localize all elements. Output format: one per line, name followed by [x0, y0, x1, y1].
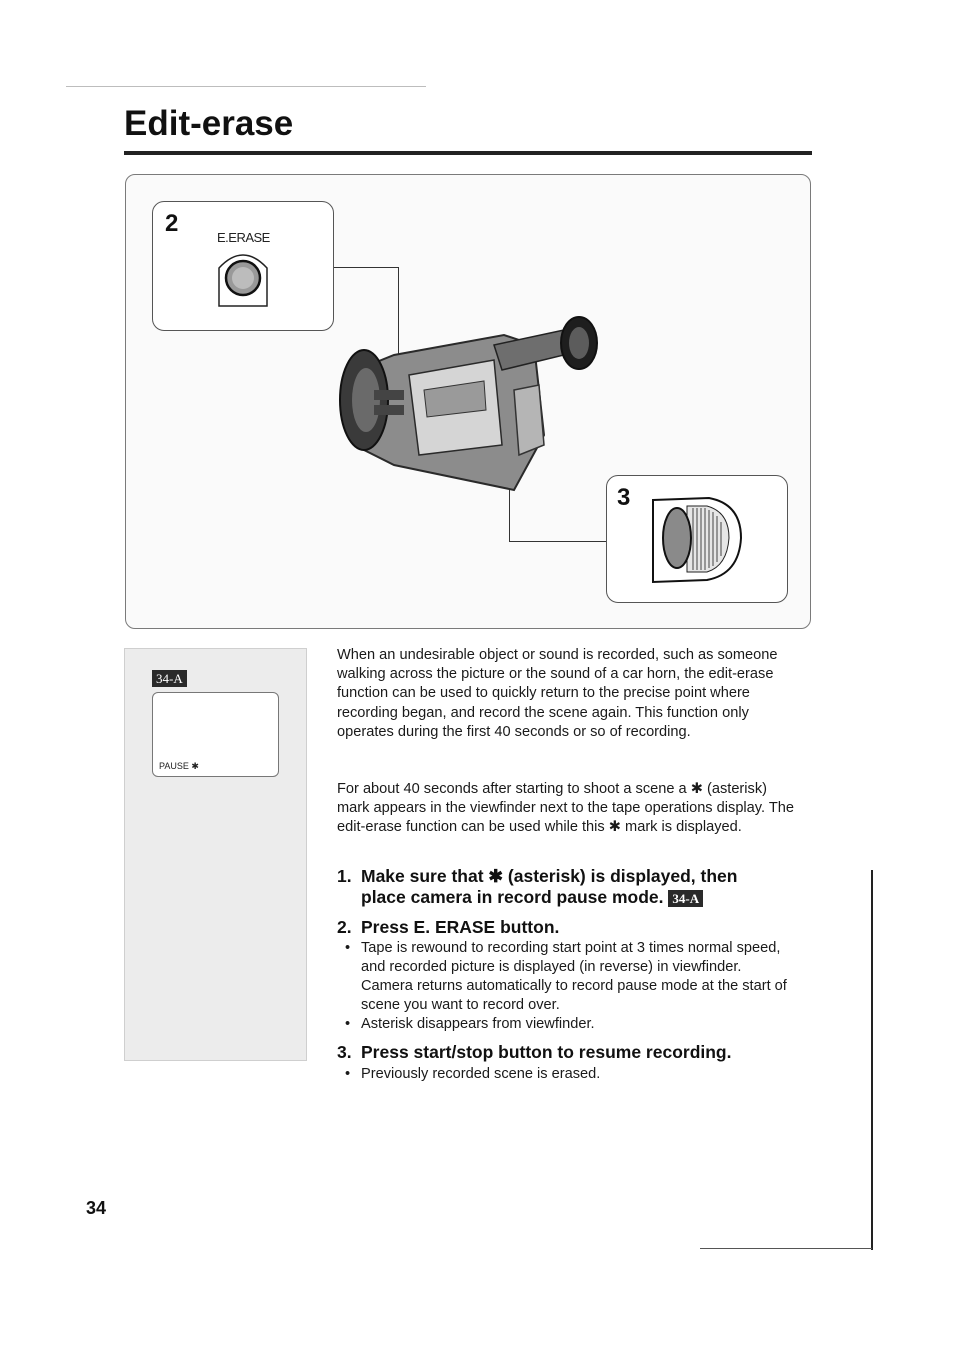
step-heading: Press start/stop button to resume recording. — [361, 1042, 732, 1062]
viewfinder-status: PAUSE ✱ — [159, 761, 199, 771]
leader-line — [334, 267, 399, 268]
leader-line — [509, 541, 606, 542]
step-heading-line-2: place camera in record pause mode. — [361, 887, 664, 907]
callout-eerase — [152, 201, 334, 331]
intro-paragraph-1: When an undesirable object or sound is recorded, such as someone walking across the picture or the sound of a car horn, the edit-erase function can be used to quickly return to the precise point where recording began, and record the scene again. This function only operates during the first 40 seconds or so of recording. — [337, 647, 778, 740]
step-3 — [337, 1042, 807, 1063]
step-heading-line-1: Make sure that ✱ (asterisk) is displayed, then — [361, 866, 738, 886]
start-stop-button-icon — [649, 494, 745, 586]
bottom-rule — [700, 1248, 872, 1249]
step-3-bullets — [345, 1065, 790, 1084]
figure-badge: 34-A — [152, 670, 187, 687]
illustration-panel — [125, 174, 811, 629]
eerase-label: E.ERASE — [217, 230, 270, 245]
viewfinder-panel — [124, 648, 307, 1061]
step-1 — [337, 866, 807, 908]
margin-rule — [871, 870, 873, 1250]
figure-badge: 34-A — [668, 890, 703, 907]
camcorder-icon — [334, 305, 604, 495]
viewfinder-screen — [152, 692, 279, 777]
list-item: • Tape is rewound to recording start point at 3 times normal speed, and recorded picture is displayed (in reverse) in viewfinder. Camera returns automatically to record pause mode at the start of scene you want to record over. — [345, 939, 790, 1015]
round-button-icon — [217, 248, 269, 308]
step-number: 2. — [337, 917, 352, 937]
title-rule — [124, 151, 812, 155]
step-number: 1. — [337, 866, 352, 886]
step-number: 3. — [337, 1042, 352, 1062]
step-2 — [337, 917, 807, 938]
list-item: • Asterisk disappears from viewfinder. — [345, 1015, 790, 1034]
page-number: 34 — [86, 1198, 107, 1218]
list-item: • Previously recorded scene is erased. — [345, 1065, 790, 1084]
top-rule — [66, 86, 426, 87]
intro-paragraph-2: For about 40 seconds after starting to shoot a scene a ✱ (asterisk) mark appears in the viewfinder next to the tape operations display. The edit-erase function can be used while this ✱ mark is displayed. — [337, 781, 794, 836]
camcorder-body — [340, 317, 597, 490]
step-2-bullets — [345, 939, 790, 1034]
step-heading: Press E. ERASE button. — [361, 917, 560, 937]
page-title: Edit-erase — [124, 104, 294, 143]
callout-number: 2 — [165, 210, 179, 237]
callout-number: 3 — [617, 484, 631, 511]
callout-start-stop — [606, 475, 788, 603]
